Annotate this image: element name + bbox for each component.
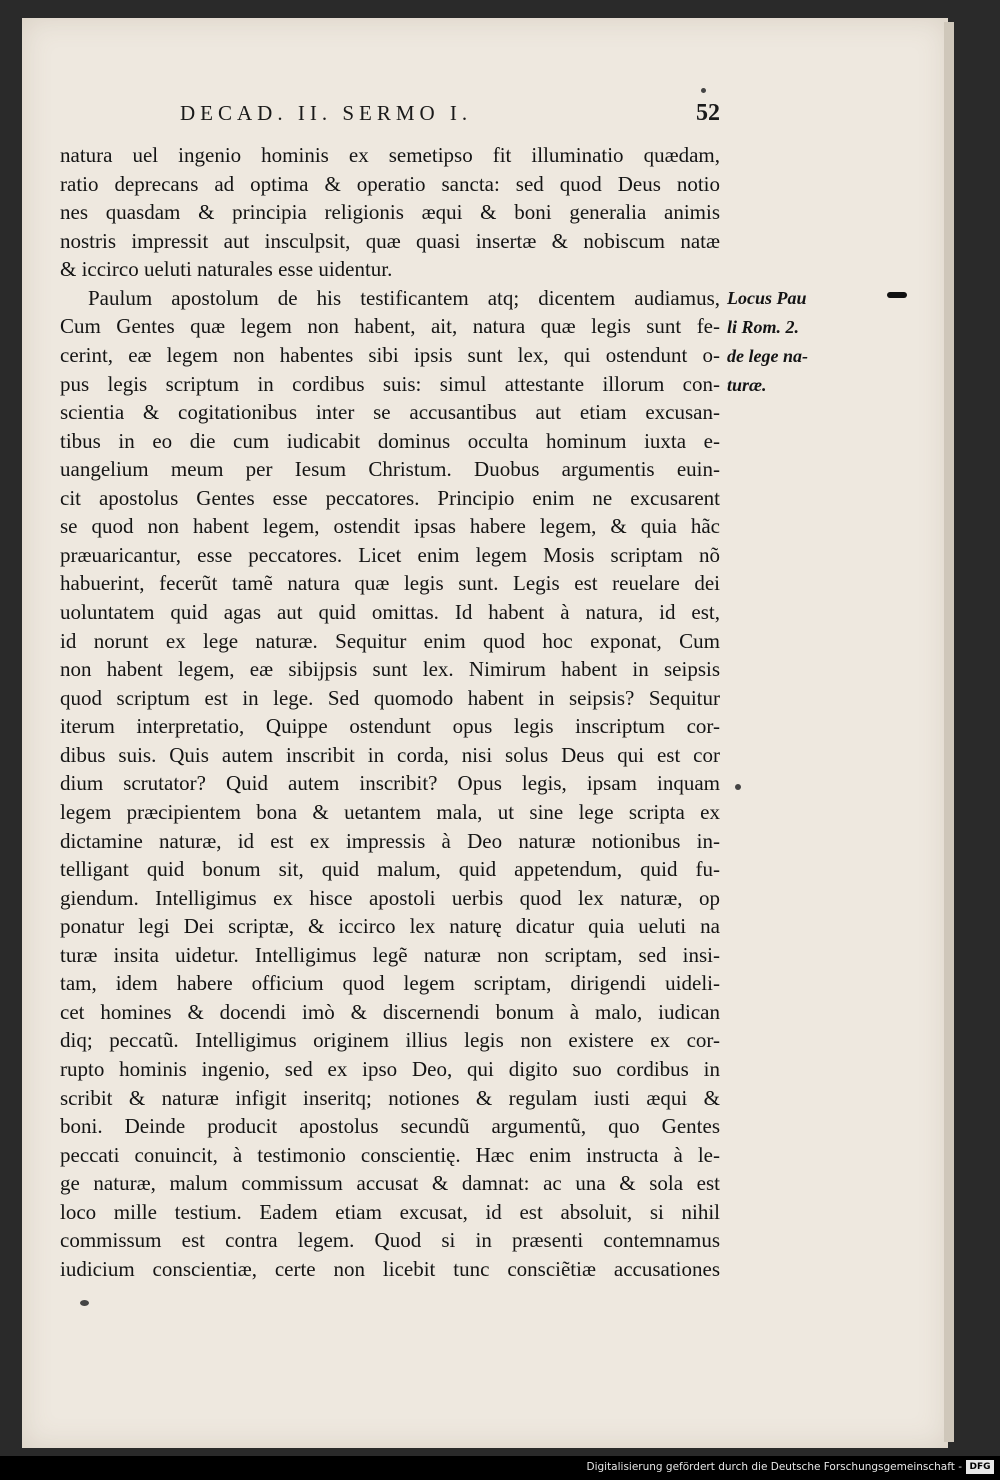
text-line: uangelium meum per Iesum Christum. Duobus argumentis euin-: [60, 457, 720, 482]
page-edge: [944, 22, 954, 1442]
text-line: cet homines & docendi imò & discernendi bonum à malo, iudican: [60, 999, 720, 1024]
text-line: iterum interpretatio, Quippe ostendunt opus legis inscriptum cor-: [60, 714, 720, 739]
text-line: loco mille testium. Eadem etiam excusat, id est absoluit, si nihil: [60, 1199, 720, 1224]
text-line: nes quasdam & principia religionis æqui & boni generalia animis: [60, 200, 720, 225]
text-line: ponatur legi Dei scriptæ, & iccirco lex naturę dicatur quia ueluti na: [60, 914, 720, 939]
ink-speck: [701, 88, 706, 93]
ink-speck: [80, 1300, 89, 1306]
text-line: Paulum apostolum de his testificantem atq; dicentem audiamus,: [88, 285, 720, 310]
text-line: giendum. Intelligimus ex hisce apostoli uerbis quod lex naturæ, op: [60, 885, 720, 910]
text-line: cit apostolus Gentes esse peccatores. Principio enim ne excusarent: [60, 485, 720, 510]
dfg-logo: DFG: [966, 1460, 994, 1474]
text-line: boni. Deinde producit apostolus secundũ argumentũ, quo Gentes: [60, 1114, 720, 1139]
text-line: id norunt ex lege naturæ. Sequitur enim quod hoc exponat, Cum: [60, 628, 720, 653]
text-line: scientia & cogitationibus inter se accusantibus aut etiam excusan-: [60, 400, 720, 425]
text-line: uoluntatem quid agas aut quid omittas. Id habent à natura, id est,: [60, 600, 720, 624]
text-line: & iccirco ueluti naturales esse uidentur.: [60, 257, 393, 282]
text-line: scribit & naturæ infigit inseritq; notiones & regulam iusti æqui &: [60, 1085, 720, 1110]
text-line: legem præcipientem bona & uetantem mala, ut sine lege scripta ex: [60, 799, 720, 824]
text-line: natura uel ingenio hominis ex semetipso fit illuminatio quædam,: [60, 143, 720, 167]
text-line: se quod non habent legem, ostendit ipsas habere legem, & quia hãc: [60, 514, 720, 539]
text-line: Cum Gentes quæ legem non habent, ait, natura quæ legis sunt fe-: [60, 314, 720, 339]
marginal-note-line: li Rom. 2.: [727, 317, 800, 337]
marginal-note-line: Locus Pau: [727, 288, 807, 308]
text-line: peccati conuincit, à testimonio conscientię. Hæc enim instructa à le-: [60, 1142, 720, 1167]
text-line: telligant quid bonum sit, quid malum, quid appetendum, quid fu-: [60, 857, 720, 882]
text-line: tam, idem habere officium quod legem scriptam, dirigendi uideli-: [60, 971, 720, 996]
text-line: tibus in eo die cum iudicabit dominus occulta hominum iuxta e-: [60, 428, 720, 453]
page-number: 52: [696, 100, 720, 126]
text-line: ge naturæ, malum commissum accusat & damnat: ac una & sola est: [60, 1171, 720, 1196]
margin-dash-mark: [887, 292, 907, 298]
text-line: dictamine naturæ, id est ex impressis à Deo naturæ notionibus in-: [60, 828, 720, 853]
text-line: ratio deprecans ad optima & operatio sancta: sed quod Deus notio: [60, 171, 720, 196]
text-line: cerint, eæ legem non habentes sibi ipsis sunt lex, qui ostendunt o-: [60, 342, 720, 367]
text-line: quod scriptum est in lege. Sed quomodo habent in seipsis? Sequitur: [60, 685, 720, 710]
text-line: dium scrutator? Quid autem inscribit? Opus legis, ipsam inquam: [60, 771, 720, 796]
text-line: nostris impressit aut insculpsit, quæ quasi insertæ & nobiscum natæ: [60, 228, 720, 253]
text-line: præuaricantur, esse peccatores. Licet enim legem Mosis scriptam nõ: [60, 542, 720, 567]
footer-credit: Digitalisierung gefördert durch die Deutsche Forschungsgemeinschaft -: [586, 1461, 962, 1473]
marginal-note-line: turæ.: [727, 375, 767, 395]
text-line: commissum est contra legem. Quod si in præsenti contemnamus: [60, 1228, 720, 1253]
text-line: iudicium conscientiæ, certe non licebit tunc consciẽtiæ accusationes: [60, 1256, 720, 1281]
text-line: pus legis scriptum in cordibus suis: simul attestante illorum con-: [60, 371, 720, 396]
running-head: [180, 100, 720, 127]
text-line: dibus suis. Quis autem inscribit in corda, nisi solus Deus qui est cor: [60, 742, 720, 767]
body-text: [60, 141, 720, 1284]
text-line: turæ insita uidetur. Intelligimus legẽ naturæ non scriptam, sed insi-: [60, 942, 720, 967]
text-line: habuerint, fecerũt tamẽ natura quæ legis sunt. Legis est reuelare dei: [60, 571, 720, 596]
marginal-note: [727, 284, 817, 400]
text-line: diq; peccatũ. Intelligimus originem illius legis non existere ex cor-: [60, 1028, 720, 1053]
ink-speck: [735, 784, 741, 790]
running-title: DECAD. II. SERMO I.: [180, 101, 473, 125]
marginal-note-line: de lege na-: [727, 346, 808, 366]
text-line: non habent legem, eæ sibijpsis sunt lex. Nimirum habent in seipsis: [60, 657, 720, 682]
text-line: rupto hominis ingenio, sed ex ipso Deo, qui digito suo cordibus in: [60, 1057, 720, 1081]
